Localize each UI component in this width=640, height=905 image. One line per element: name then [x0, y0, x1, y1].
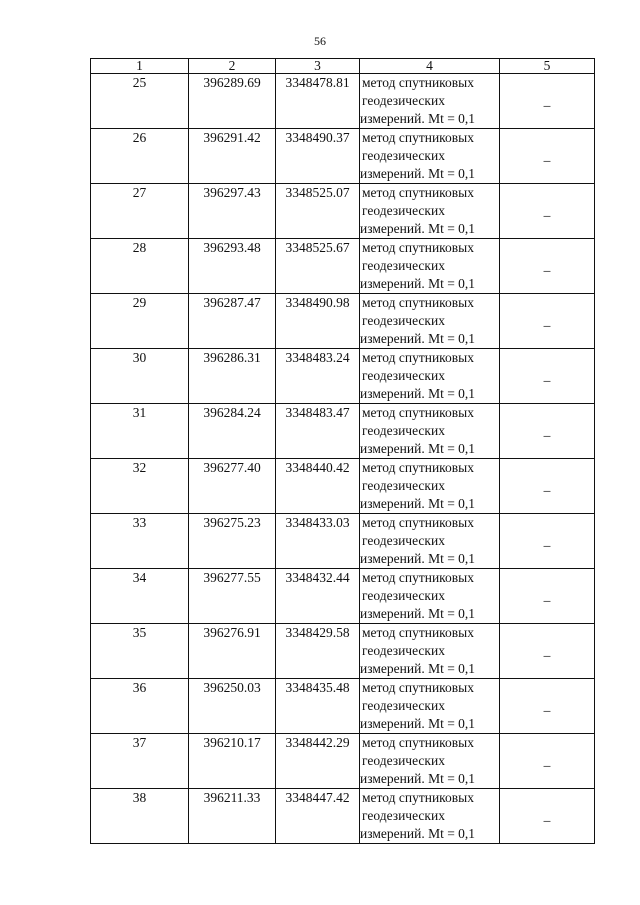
- point-number-cell: 32: [91, 459, 189, 514]
- note-cell: _: [500, 349, 595, 404]
- method-cell: [360, 514, 500, 569]
- note-cell: _: [500, 74, 595, 129]
- method-line-2: геодезических: [362, 423, 445, 438]
- point-number-cell: 30: [91, 349, 189, 404]
- method-line-1: метод спутниковых: [362, 295, 474, 310]
- table-row: [91, 349, 595, 404]
- method-line-2: геодезических: [362, 368, 445, 383]
- method-line-3: измерений. Mt = 0,1: [360, 826, 476, 841]
- table-header-row: [91, 59, 595, 74]
- note-cell: _: [500, 734, 595, 789]
- coordinate-x-cell: 396293.48: [189, 239, 276, 294]
- coordinate-x-cell: 396277.40: [189, 459, 276, 514]
- table-row: [91, 514, 595, 569]
- method-line-3: измерений. Mt = 0,1: [360, 606, 476, 621]
- method-line-3: измерений. Mt = 0,1: [360, 111, 476, 126]
- method-line-2: геодезических: [362, 533, 445, 548]
- method-line-1: метод спутниковых: [362, 735, 474, 750]
- coordinate-x-cell: 396211.33: [189, 789, 276, 844]
- note-cell: _: [500, 569, 595, 624]
- table-row: [91, 239, 595, 294]
- method-cell: [360, 404, 500, 459]
- point-number-cell: 27: [91, 184, 189, 239]
- method-cell: [360, 74, 500, 129]
- method-line-2: геодезических: [362, 93, 445, 108]
- method-line-1: метод спутниковых: [362, 570, 474, 585]
- method-line-1: метод спутниковых: [362, 350, 474, 365]
- coordinate-y-cell: 3348525.67: [276, 239, 360, 294]
- method-cell: [360, 734, 500, 789]
- table-row: [91, 184, 595, 239]
- note-cell: _: [500, 129, 595, 184]
- method-cell: [360, 459, 500, 514]
- method-line-3: измерений. Mt = 0,1: [360, 276, 476, 291]
- method-cell: [360, 349, 500, 404]
- method-line-1: метод спутниковых: [362, 680, 474, 695]
- point-number-cell: 29: [91, 294, 189, 349]
- method-line-3: измерений. Mt = 0,1: [360, 661, 476, 676]
- method-cell: [360, 184, 500, 239]
- method-line-2: геодезических: [362, 753, 445, 768]
- point-number-cell: 38: [91, 789, 189, 844]
- note-cell: _: [500, 514, 595, 569]
- method-cell: [360, 789, 500, 844]
- table-row: [91, 294, 595, 349]
- method-line-2: геодезических: [362, 258, 445, 273]
- method-line-2: геодезических: [362, 698, 445, 713]
- note-cell: _: [500, 239, 595, 294]
- method-line-2: геодезических: [362, 478, 445, 493]
- table-body: [91, 74, 595, 844]
- page-number: 56: [314, 34, 326, 48]
- method-line-3: измерений. Mt = 0,1: [360, 331, 476, 346]
- method-line-2: геодезических: [362, 203, 445, 218]
- method-cell: [360, 294, 500, 349]
- coordinate-x-cell: 396210.17: [189, 734, 276, 789]
- note-cell: _: [500, 624, 595, 679]
- note-cell: _: [500, 404, 595, 459]
- point-number-cell: 25: [91, 74, 189, 129]
- method-line-1: метод спутниковых: [362, 515, 474, 530]
- method-cell: [360, 569, 500, 624]
- method-line-3: измерений. Mt = 0,1: [360, 551, 476, 566]
- method-line-1: метод спутниковых: [362, 460, 474, 475]
- point-number-cell: 33: [91, 514, 189, 569]
- coordinate-y-cell: 3348478.81: [276, 74, 360, 129]
- method-cell: [360, 239, 500, 294]
- method-line-3: измерений. Mt = 0,1: [360, 166, 476, 181]
- coordinate-x-cell: 396276.91: [189, 624, 276, 679]
- column-header-3: 3: [276, 59, 360, 74]
- table-row: [91, 789, 595, 844]
- coordinate-x-cell: 396286.31: [189, 349, 276, 404]
- point-number-cell: 31: [91, 404, 189, 459]
- method-line-1: метод спутниковых: [362, 185, 474, 200]
- coordinate-x-cell: 396291.42: [189, 129, 276, 184]
- method-line-1: метод спутниковых: [362, 240, 474, 255]
- coordinate-y-cell: 3348447.42: [276, 789, 360, 844]
- method-cell: [360, 129, 500, 184]
- coordinate-y-cell: 3348435.48: [276, 679, 360, 734]
- coordinate-y-cell: 3348490.98: [276, 294, 360, 349]
- method-line-1: метод спутниковых: [362, 405, 474, 420]
- method-line-1: метод спутниковых: [362, 790, 474, 805]
- method-line-3: измерений. Mt = 0,1: [360, 221, 476, 236]
- coordinate-x-cell: 396277.55: [189, 569, 276, 624]
- coordinate-y-cell: 3348490.37: [276, 129, 360, 184]
- method-cell: [360, 624, 500, 679]
- table-row: [91, 74, 595, 129]
- table-row: [91, 679, 595, 734]
- coordinate-y-cell: 3348483.47: [276, 404, 360, 459]
- method-line-3: измерений. Mt = 0,1: [360, 716, 476, 731]
- coordinates-table: [90, 58, 595, 844]
- point-number-cell: 26: [91, 129, 189, 184]
- coordinate-x-cell: 396297.43: [189, 184, 276, 239]
- coordinate-x-cell: 396275.23: [189, 514, 276, 569]
- method-line-2: геодезических: [362, 313, 445, 328]
- method-line-3: измерений. Mt = 0,1: [360, 441, 476, 456]
- coordinate-x-cell: 396250.03: [189, 679, 276, 734]
- column-header-5: 5: [500, 59, 595, 74]
- method-line-3: измерений. Mt = 0,1: [360, 496, 476, 511]
- table-row: [91, 404, 595, 459]
- coordinate-x-cell: 396287.47: [189, 294, 276, 349]
- column-header-1: 1: [91, 59, 189, 74]
- point-number-cell: 36: [91, 679, 189, 734]
- table-row: [91, 129, 595, 184]
- table-row: [91, 569, 595, 624]
- coordinate-y-cell: 3348442.29: [276, 734, 360, 789]
- note-cell: _: [500, 184, 595, 239]
- method-line-1: метод спутниковых: [362, 75, 474, 90]
- coordinate-y-cell: 3348483.24: [276, 349, 360, 404]
- coordinate-y-cell: 3348432.44: [276, 569, 360, 624]
- method-line-2: геодезических: [362, 148, 445, 163]
- point-number-cell: 37: [91, 734, 189, 789]
- coordinate-x-cell: 396284.24: [189, 404, 276, 459]
- method-line-1: метод спутниковых: [362, 130, 474, 145]
- note-cell: _: [500, 679, 595, 734]
- method-line-1: метод спутниковых: [362, 625, 474, 640]
- point-number-cell: 35: [91, 624, 189, 679]
- method-line-3: измерений. Mt = 0,1: [360, 386, 476, 401]
- coordinate-y-cell: 3348525.07: [276, 184, 360, 239]
- coordinate-y-cell: 3348440.42: [276, 459, 360, 514]
- table-row: [91, 734, 595, 789]
- method-line-2: геодезических: [362, 808, 445, 823]
- note-cell: _: [500, 789, 595, 844]
- table-row: [91, 459, 595, 514]
- table-row: [91, 624, 595, 679]
- method-cell: [360, 679, 500, 734]
- point-number-cell: 28: [91, 239, 189, 294]
- method-line-2: геодезических: [362, 588, 445, 603]
- coordinate-y-cell: 3348429.58: [276, 624, 360, 679]
- column-header-2: 2: [189, 59, 276, 74]
- point-number-cell: 34: [91, 569, 189, 624]
- coordinate-y-cell: 3348433.03: [276, 514, 360, 569]
- method-line-2: геодезических: [362, 643, 445, 658]
- note-cell: _: [500, 294, 595, 349]
- coordinate-x-cell: 396289.69: [189, 74, 276, 129]
- column-header-4: 4: [360, 59, 500, 74]
- note-cell: _: [500, 459, 595, 514]
- method-line-3: измерений. Mt = 0,1: [360, 771, 476, 786]
